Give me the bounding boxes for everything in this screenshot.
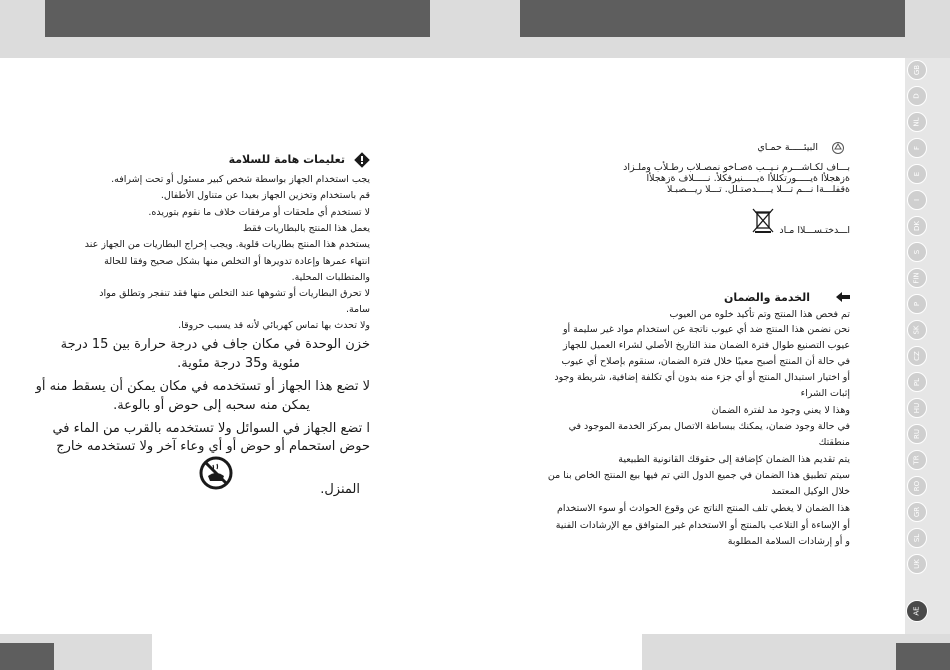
left-header-bar <box>45 0 430 37</box>
warranty-line: تم فحص هذا المنتج وتم تأكيد خلوه من العيوب <box>669 309 850 320</box>
language-tab-d[interactable]: D <box>907 86 927 106</box>
no-water-icon <box>199 456 233 490</box>
language-tab-dk[interactable]: DK <box>907 216 927 236</box>
warranty-line: منطقتك <box>818 437 850 448</box>
safety-line: يجب استخدام الجهاز بواسطة شخص كبير مسئول أو تحت إشرافه. <box>111 174 370 185</box>
warranty-line: عيوب التصنيع طوال فترة الضمان منذ التاريخ الأصلي لشراء العميل للجهاز <box>563 340 850 351</box>
safety-line: قم باستخدام وتخزين الجهاز بعيدا عن متناول الأطفال. <box>160 190 370 201</box>
safety-large-line: ا تضع الجهاز في السوائل ولا تستخدمه بالقرب من الماء في <box>52 421 370 436</box>
warranty-line: هذا الضمان لا يغطي تلف المنتج الناتج عن وقوع الحوادث أو سوء الاستخدام <box>556 503 850 514</box>
warranty-title: الخدمة والضمان <box>724 291 810 304</box>
safety-large-line: خزن الوحدة في مكان جاف في درجة حرارة بين 15 درجة <box>60 337 370 352</box>
language-tab-nl[interactable]: NL <box>907 112 927 132</box>
safety-large-line: حوض استحمام أو حوض أو أي وعاء آخر ولا تستخدمه خارج <box>56 439 370 454</box>
language-tab-sl[interactable]: SL <box>907 528 927 548</box>
arrow-left-icon <box>836 292 850 302</box>
environment-line: بـــاف لكـاشـــرم نـيــب ةصـاخو نمصـلاب رطـلأب وملـزاد <box>623 162 850 173</box>
language-tab-hu[interactable]: HU <box>907 398 927 418</box>
language-tabs <box>907 60 928 625</box>
safety-line: يستخدم هذا المنتج بطاريات قلوية. ويجب إخراج البطاريات من الجهاز عند <box>84 239 370 250</box>
warranty-line: خلال الوكيل المعتمد <box>771 486 850 497</box>
warranty-line: في حالة وجود ضمان، يمكنك ببساطة الاتصال بمركز الخدمة الموجود في <box>568 421 850 432</box>
language-tab-gb[interactable]: GB <box>907 60 927 80</box>
language-tab-pl[interactable]: PL <box>907 372 927 392</box>
safety-line: انتهاء عمرها وإعادة تدويرها أو التخلص منها بشكل صحيح وفقا للحالة <box>104 256 370 267</box>
safety-title: تعليمات هامة للسلامة <box>228 153 345 166</box>
environment-line: ةزهجلأا ةيـــــورتكللأا ةيـــــنيرفكلأ. نـــــلاف ةزهجلأا <box>646 173 850 184</box>
warranty-line: أو اختيار استبدال المنتج أو أي جزء منه بدون أي تكلفة إضافية، شريطة وجود <box>554 372 850 383</box>
environment-section <box>560 140 850 240</box>
safety-line: سامة. <box>345 304 370 315</box>
language-tab-i[interactable]: I <box>907 190 927 210</box>
safety-line: يعمل هذا المنتج بالبطاريات فقط <box>243 223 370 234</box>
crossed-bin-icon <box>752 208 774 234</box>
language-tab-uk[interactable]: UK <box>907 554 927 574</box>
warranty-line: في حالة أن المنتج أصبح معيبًا خلال فترة الضمان، سنقوم بإصلاح أي عيوب <box>561 356 850 367</box>
safety-line: ولا تحدث بها تماس كهربائي لأنه قد يسبب حروقا. <box>178 320 370 331</box>
language-tab-ru[interactable]: RU <box>907 424 927 444</box>
safety-large-line: المنزل. <box>320 482 360 497</box>
warranty-line: أو الإساءة أو التلاعب بالمنتج أو الاستخدام غير المتوافق مع الإرشادات الفنية <box>555 520 850 531</box>
warranty-line: إثبات الشراء <box>800 388 850 399</box>
safety-section <box>35 150 370 500</box>
safety-large-line: يمكن منه سحبه إلى حوض أو بالوعة. <box>113 398 310 413</box>
language-tab-gr[interactable]: GR <box>907 502 927 522</box>
warranty-line: و أو إرشادات السلامة المطلوبة <box>727 536 850 547</box>
language-tab-e[interactable]: E <box>907 164 927 184</box>
recycle-icon <box>831 141 845 155</box>
warranty-line: يتم تقديم هذا الضمان كإضافة إلى حقوقك القانونية الطبيعية <box>618 454 850 465</box>
left-bottom-dark-bar <box>0 643 54 670</box>
environment-line: ةقفلـــةا نـــم تـــلا يـــــدصتـلل. تـــلا ريـــصبـلا <box>666 184 850 195</box>
environment-title: البيئـــــة حمـاي <box>757 142 818 153</box>
safety-large-line: لا تضع هذا الجهاز أو تستخدمه في مكان يمكن أن يسقط منه أو <box>35 379 370 394</box>
right-header-bar <box>520 0 905 37</box>
environment-line: اـــدختـســـلاا مـاد <box>779 225 850 236</box>
warranty-line: وهذا لا يعني وجود مد لفترة الضمان <box>711 405 850 416</box>
safety-line: لا تحرق البطاريات أو تشوهها عند التخلص منها فقد تنفجر وتطلق مواد <box>99 288 370 299</box>
language-tab-s[interactable]: S <box>907 242 927 262</box>
warranty-line: نحن نضمن هذا المنتج ضد أي عيوب ناتجة عن استخدام مواد غير سليمة أو <box>562 324 850 335</box>
warning-icon <box>354 152 370 168</box>
language-tab-f[interactable]: F <box>907 138 927 158</box>
language-tab-ro[interactable]: RO <box>907 476 927 496</box>
right-bottom-dark-bar <box>896 643 950 670</box>
safety-line: والمتطلبات المحلية. <box>291 272 370 283</box>
language-tab-sk[interactable]: SK <box>907 320 927 340</box>
safety-large-line: مئوية و35 درجة مئوية. <box>177 356 300 371</box>
language-tab-cz[interactable]: CZ <box>907 346 927 366</box>
warranty-line: سيتم تطبيق هذا الضمان في جميع الدول التي تم فيها بيع المنتج الخاص بنا من <box>547 470 850 481</box>
language-tab-fin[interactable]: FIN <box>907 268 927 288</box>
warranty-section <box>547 288 850 558</box>
language-tab-ae[interactable]: AE <box>906 600 928 622</box>
language-tab-tr[interactable]: TR <box>907 450 927 470</box>
safety-line: لا تستخدم أي ملحقات أو مرفقات خلاف ما نقوم بتوريده. <box>148 207 370 218</box>
language-tab-p[interactable]: P <box>907 294 927 314</box>
